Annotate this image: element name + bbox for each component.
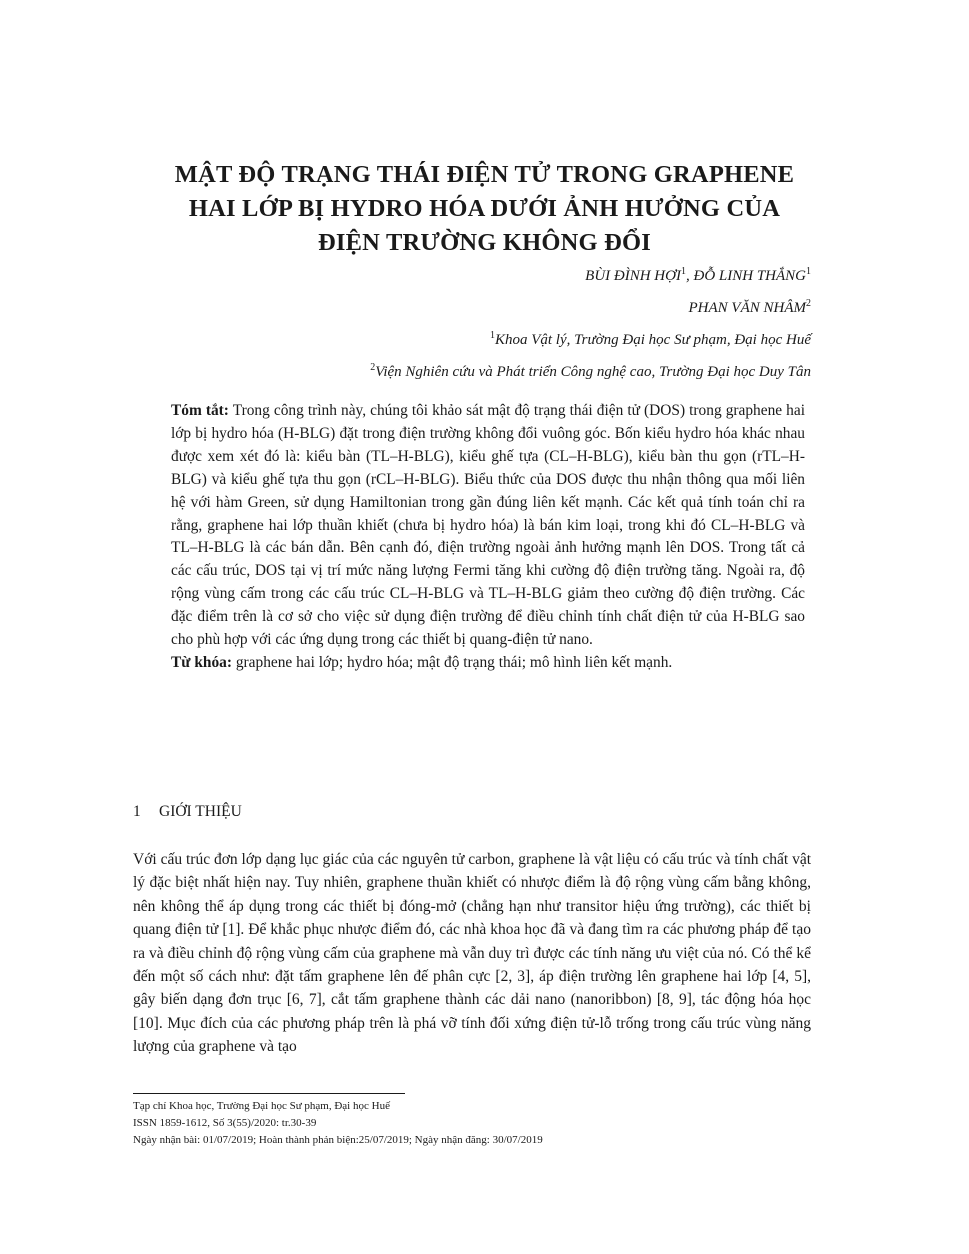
author-sup-2: 1 — [806, 266, 811, 277]
author-sup-3: 2 — [806, 298, 811, 309]
section-heading — [133, 803, 242, 821]
footnote-block — [133, 1098, 543, 1149]
title-line-1: MẬT ĐỘ TRẠNG THÁI ĐIỆN TỬ TRONG GRAPHENE — [174, 161, 795, 188]
paper-title — [100, 158, 869, 260]
footnote-dates: Ngày nhận bài: 01/07/2019; Hoàn thành phản biện:25/07/2019; Ngày nhận đăng: 30/07/2019 — [133, 1134, 543, 1146]
keywords-paragraph — [171, 652, 805, 675]
abstract-paragraph — [171, 400, 805, 652]
affiliation-2 — [370, 354, 811, 386]
author-line-2 — [370, 290, 811, 322]
abstract — [171, 400, 805, 675]
footnote-rule — [133, 1093, 405, 1094]
title-line-3: ĐIỆN TRƯỜNG KHÔNG ĐỔI — [318, 229, 651, 256]
affiliation-1 — [370, 322, 811, 354]
author-name-1: BÙI ĐÌNH HỢI — [585, 268, 681, 284]
title-line-2: HAI LỚP BỊ HYDRO HÓA DƯỚI ẢNH HƯỞNG CỦA — [188, 195, 781, 222]
author-name-2: , ĐỖ LINH THẮNG — [685, 268, 806, 284]
section-title-text: GIỚI THIỆU — [159, 803, 242, 820]
body-paragraph: Với cấu trúc đơn lớp dạng lục giác của các nguyên tử carbon, graphene là vật liệu có cấu trúc và tính chất vật lý đặc biệt nhất hiện nay. Tuy nhiên, graphene thuần khiết có nhược điểm là độ rộng vùng cấm bằng không, nên không thể áp dụng trong các thiết bị đóng-mở (chẳng hạn như transitor hiệu ứng trường), các thiết bị quang điện tử [1]. Để khắc phục nhược điểm đó, các nhà khoa học đã và đang tìm ra các phương pháp để tạo ra và điều chỉnh độ rộng vùng cấm của graphene mà vẫn duy trì được các tính năng ưu việt của nó. Có thể kể đến một số cách như: đặt tấm graphene lên đế phân cực [2, 3], áp điện trường lên graphene hai lớp [4, 5], gây biến dạng đơn trục [6, 7], cắt tấm graphene thành các dải nano (nanoribbon) [8, 9], tác động hóa học [10]. Mục đích của các phương pháp trên là phá vỡ tính đối xứng điện tử-lỗ trống trong cấu trúc vùng năng lượng của graphene và tạo — [133, 851, 811, 1056]
affiliation-2-sup: 2 — [370, 362, 376, 373]
abstract-text: Trong công trình này, chúng tôi khảo sát mật độ trạng thái điện tử (DOS) trong graphene hai lớp bị hydro hóa (H-BLG) đặt trong điện trường không đổi vuông góc. Bốn kiểu hydro hóa khác nhau được xem xét đó là: kiểu bàn (TL–H-BLG), kiểu ghế tựa (CL–H-BLG), kiểu bàn thu gọn (rTL–H-BLG) và kiểu ghế tựa thu gọn (rCL–H-BLG). Biểu thức của DOS được thu nhận thông qua mối liên hệ với hàm Green, sử dụng Hamiltonian trong gần đúng liên kết mạnh. Các kết quả tính toán chỉ ra rằng, graphene hai lớp thuần khiết (chưa bị hydro hóa) là bán kim loại, trong khi đó CL–H-BLG và TL–H-BLG là các bán dẫn. Bên cạnh đó, điện trường ngoài ảnh hưởng mạnh lên DOS. Trong tất cả các cấu trúc, DOS tại vị trí mức năng lượng Fermi tăng khi cường độ điện trường tăng. Ngoài ra, độ rộng vùng cấm trong các cấu trúc CL–H-BLG và TL–H-BLG giảm theo cường độ điện trường. Các đặc điểm trên là cơ sở cho việc sử dụng điện trường để điều chỉnh tính chất điện tử của H-BLG sao cho phù hợp với các ứng dụng trong các thiết bị quang-điện tử nano. — [171, 402, 805, 649]
keywords-label: Từ khóa: — [171, 653, 232, 671]
affiliation-1-sup: 1 — [489, 330, 495, 341]
affiliation-1-text: Khoa Vật lý, Trường Đại học Sư phạm, Đại học Huế — [494, 332, 811, 348]
abstract-label: Tóm tắt: — [171, 402, 229, 419]
footnote-journal: Tạp chí Khoa học, Trường Đại học Sư phạm, Đại học Huế — [133, 1100, 390, 1112]
footnote-issn: ISSN 1859-1612, Số 3(55)/2020: tr.30-39 — [133, 1117, 317, 1129]
author-line-1 — [370, 258, 811, 290]
keywords-text: graphene hai lớp; hydro hóa; mật độ trạng thái; mô hình liên kết mạnh. — [235, 653, 673, 671]
section-number: 1 — [133, 803, 141, 820]
body-text — [133, 848, 811, 1059]
author-block — [370, 258, 811, 386]
affiliation-2-text: Viện Nghiên cứu và Phát triển Công nghệ cao, Trường Đại học Duy Tân — [375, 364, 811, 380]
author-name-3: PHAN VĂN NHÂM — [688, 300, 806, 316]
author-sup-1: 1 — [680, 266, 686, 277]
